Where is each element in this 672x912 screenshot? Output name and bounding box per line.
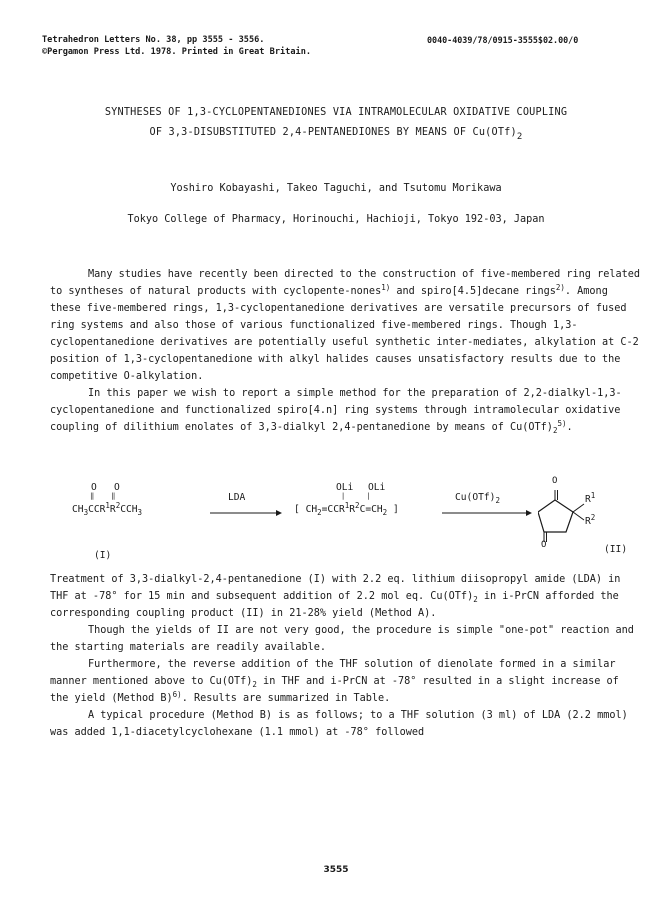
affiliation: Tokyo College of Pharmacy, Horinouchi, Hachioji, Tokyo 192-03, Japan <box>127 214 545 225</box>
reaction-arrow-1 <box>210 508 282 518</box>
journal-header <box>42 34 311 58</box>
ref-6: 6) <box>172 690 182 699</box>
title-line-2: OF 3,3-DISUBSTITUTED 2,4-PENTANEDIONES BY MEANS OF $Cu(OTf)_2$ <box>149 127 523 142</box>
substituent-r2: $R^2$ <box>585 513 596 527</box>
label-compound-II: (II) <box>604 544 628 555</box>
paragraph-3: Treatment of 3,3-dialkyl-2,4-pentanedione (I) with 2.2 eq. lithium diisopropyl amide (LDA) in THF at -78° for 15 min and subsequent addition of 2.2 mol eq. $Cu(OTf)_2$ in i-PrCN afforded the corresponding coupling product (II) in 21-28% yield (Method A). <box>50 574 621 619</box>
paragraph-4: Though the yields of II are not very good, the procedure is simple "one-pot" reaction and the starting materials are readily available. <box>50 625 634 653</box>
label-compound-I: (I) <box>94 550 112 561</box>
intermediate-formula: [ $CH_2=CCR^1R^2C=CH_2$ ] <box>294 501 399 517</box>
reaction-arrow-2 <box>442 508 532 518</box>
double-bond-marks: ‖ ‖ <box>90 492 116 500</box>
publisher-line: ©Pergamon Press Ltd. 1978. Printed in Great Britain. <box>42 47 312 57</box>
substituent-r1: $R^1$ <box>585 491 596 505</box>
reactant-formula: $CH_3CCR^1R^2CCH_3$ <box>72 501 143 517</box>
paper-title <box>50 103 622 147</box>
reagent-cu-otf: $Cu(OTf)_2$ <box>455 492 500 505</box>
reagent-lda: LDA <box>228 492 246 503</box>
title-line-1: SYNTHESES OF 1,3-CYCLOPENTANEDIONES VIA INTRAMOLECULAR OXIDATIVE COUPLING <box>104 107 568 118</box>
intro-section <box>50 266 640 436</box>
carbonyl-o-right: O <box>114 482 120 493</box>
carbonyl-o-left: O <box>91 482 97 493</box>
paragraph-5: Furthermore, the reverse addition of the THF solution of dienolate formed in a similar manner mentioned above to $Cu(OTf)_2$ in THF and i-PrCN at -78° resulted in a slight increase of the yield (Method B)$^{6)}$. Results are summarized in Table. <box>50 659 619 704</box>
paragraph-1: Many studies have recently been directed to the construction of five-membered ring related to syntheses of natural products with cyclopente-nones$^{1)}$ and spiro[4.5]decane rings$^{2)}$. Among these five-membered rings, 1,3-cyclopentanedione derivatives are versatile precursors of fused ring systems and also those of various functionalized five-membered rings. Though 1,3-cyclopentanedione derivatives are potentially useful synthetic inter-mediates, alkylation at C-2 position of 1,3-cyclopentanedione with alkyl halides causes unsatisfactory results due to the competitive O-alkylation. <box>50 269 641 382</box>
ref-2: 2) <box>555 283 565 292</box>
page-number: 3555 <box>323 865 349 875</box>
product-carbonyl-o-top: O <box>552 476 558 486</box>
enolate-oli-left: OLi <box>336 482 354 493</box>
paragraph-2: In this paper we wish to report a simple method for the preparation of 2,2-dialkyl-1,3-cyclopentanedione and functionalized spiro[4.n] ring systems through intramolecular oxidative coupling of dilithium enolates of 3,3-dialkyl 2,4-pentanedione by means of $Cu(OTf)_2^{5)}$. <box>50 388 622 435</box>
ref-1: 1) <box>381 283 391 292</box>
enolate-oli-right: OLi <box>368 482 386 493</box>
reaction-scheme <box>50 476 640 568</box>
paragraph-6: A typical procedure (Method B) is as follows; to a THF solution (3 ml) of LDA (2.2 mmol) was added 1,1-diacetylcyclohexane (1.1 mmol) at -78° followed <box>50 710 628 738</box>
authors: Yoshiro Kobayashi, Takeo Taguchi, and Tsutomu Morikawa <box>170 183 502 194</box>
journal-line: Tetrahedron Letters No. 38, pp 3555 - 3556. <box>42 35 265 45</box>
product-carbonyl-o-bottom: O <box>541 540 547 550</box>
single-bond-marks: | | <box>341 492 371 500</box>
results-section <box>50 571 640 741</box>
ref-5: 5) <box>557 419 567 428</box>
article-code: 0040-4039/78/0915-3555$02.00/0 <box>427 35 579 45</box>
